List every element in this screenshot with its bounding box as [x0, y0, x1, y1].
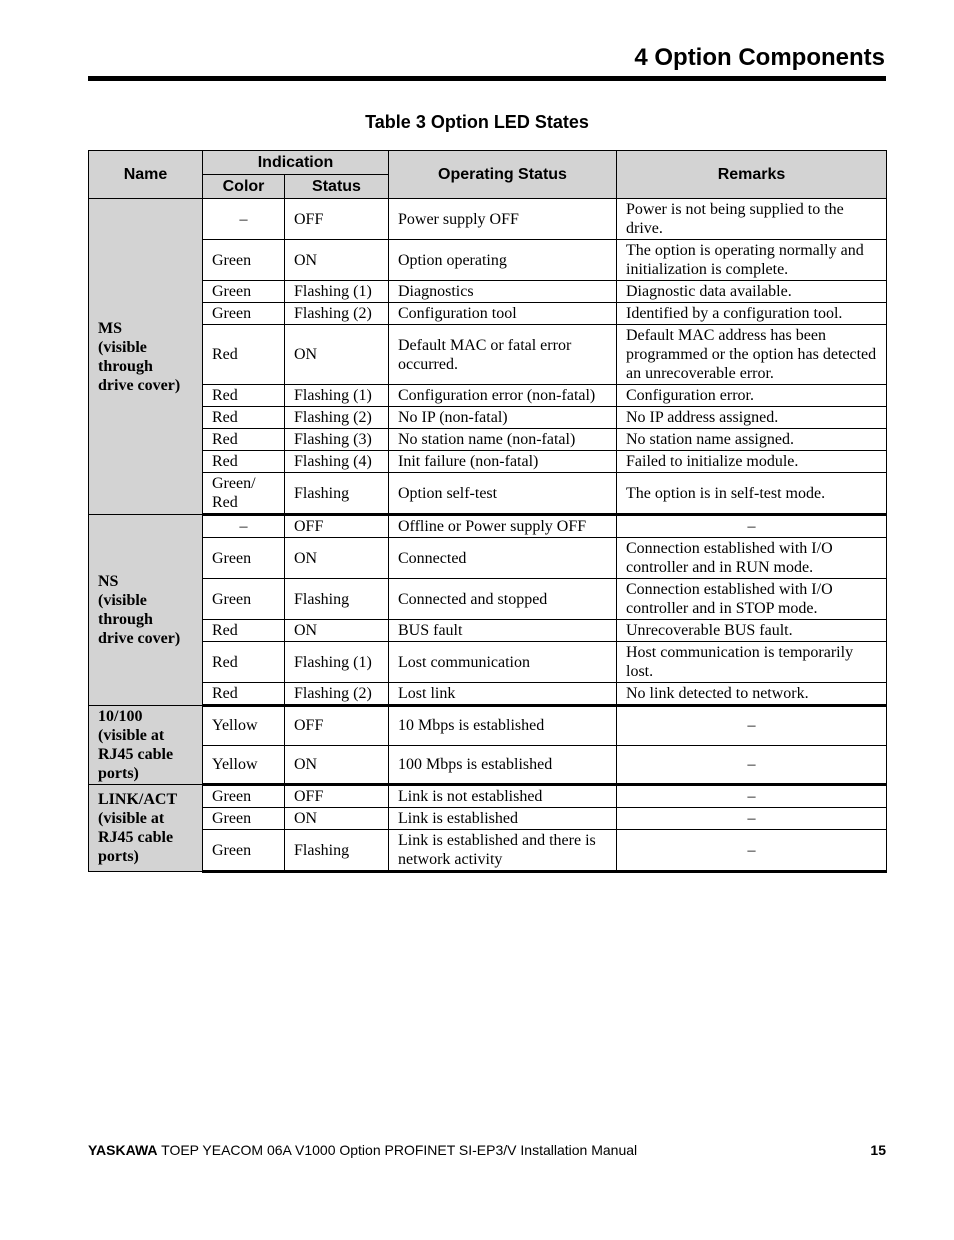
status-cell: Flashing (4): [285, 451, 389, 473]
led-name-cell: [89, 199, 203, 515]
column-header-color: Color: [203, 175, 285, 199]
color-cell: Red: [203, 407, 285, 429]
led-name-line: MS: [98, 319, 122, 337]
operating-status-cell: Connected: [389, 538, 617, 579]
footer-brand: YASKAWA: [88, 1142, 158, 1158]
page-title: 4 Option Components: [634, 44, 885, 71]
operating-status-cell: No IP (non-fatal): [389, 407, 617, 429]
remarks-cell: Default MAC address has been programmed or the option has detected an unrecoverable error.: [617, 325, 887, 385]
table-row: [89, 620, 887, 642]
color-cell: –: [203, 199, 285, 240]
remarks-cell: No IP address assigned.: [617, 407, 887, 429]
operating-status-cell: Configuration tool: [389, 303, 617, 325]
table-body: [89, 199, 887, 872]
color-cell: Red: [203, 325, 285, 385]
operating-status-cell: Power supply OFF: [389, 199, 617, 240]
column-header-name: Name: [89, 151, 203, 199]
column-header-remarks: Remarks: [617, 151, 887, 199]
table-row: [89, 325, 887, 385]
page-number: 15: [870, 1142, 886, 1158]
status-cell: Flashing (3): [285, 429, 389, 451]
column-header-status: Status: [285, 175, 389, 199]
remarks-cell: The option is in self-test mode.: [617, 473, 887, 515]
table-row: [89, 303, 887, 325]
color-cell: –: [203, 515, 285, 538]
remarks-cell: Connection established with I/O controller and in RUN mode.: [617, 538, 887, 579]
status-cell: Flashing (1): [285, 281, 389, 303]
table-row: [89, 451, 887, 473]
led-name-cell: [89, 706, 203, 785]
remarks-cell: Diagnostic data available.: [617, 281, 887, 303]
color-cell: Green: [203, 303, 285, 325]
remarks-cell: Unrecoverable BUS fault.: [617, 620, 887, 642]
table-header: [89, 151, 887, 199]
table-row: [89, 683, 887, 706]
color-cell: Green/ Red: [203, 473, 285, 515]
status-cell: OFF: [285, 199, 389, 240]
color-cell: Red: [203, 451, 285, 473]
color-cell: Red: [203, 385, 285, 407]
status-cell: Flashing: [285, 830, 389, 872]
status-cell: ON: [285, 620, 389, 642]
status-cell: ON: [285, 325, 389, 385]
status-cell: Flashing (1): [285, 385, 389, 407]
remarks-cell: –: [617, 706, 887, 746]
status-cell: OFF: [285, 515, 389, 538]
color-cell: Green: [203, 579, 285, 620]
operating-status-cell: Configuration error (non-fatal): [389, 385, 617, 407]
operating-status-cell: Lost link: [389, 683, 617, 706]
led-name-line: NS: [98, 573, 119, 590]
remarks-cell: Host communication is temporarily lost.: [617, 642, 887, 683]
color-cell: Red: [203, 620, 285, 642]
remarks-cell: Configuration error.: [617, 385, 887, 407]
table-row: [89, 830, 887, 872]
color-cell: Green: [203, 785, 285, 808]
status-cell: ON: [285, 240, 389, 281]
status-cell: Flashing (1): [285, 642, 389, 683]
led-name-line: 10/100: [98, 708, 143, 725]
operating-status-cell: Default MAC or fatal error occurred.: [389, 325, 617, 385]
remarks-cell: No station name assigned.: [617, 429, 887, 451]
color-cell: Green: [203, 240, 285, 281]
table-row: [89, 281, 887, 303]
led-states-table: [88, 150, 887, 873]
color-cell: Red: [203, 683, 285, 706]
led-name-line: LINK/ACT: [98, 791, 178, 808]
table-row: [89, 407, 887, 429]
column-header-operating-status: Operating Status: [389, 151, 617, 199]
led-name-line: ports): [98, 765, 139, 782]
operating-status-cell: Init failure (non-fatal): [389, 451, 617, 473]
remarks-cell: –: [617, 745, 887, 785]
status-cell: ON: [285, 538, 389, 579]
table-row: [89, 808, 887, 830]
color-cell: Green: [203, 808, 285, 830]
operating-status-cell: Offline or Power supply OFF: [389, 515, 617, 538]
status-cell: OFF: [285, 706, 389, 746]
led-name-line: (visible at: [98, 727, 165, 744]
table-row: [89, 642, 887, 683]
status-cell: ON: [285, 808, 389, 830]
color-cell: Yellow: [203, 745, 285, 785]
operating-status-cell: Lost communication: [389, 642, 617, 683]
table-row: [89, 199, 887, 240]
table-row: [89, 785, 887, 808]
remarks-cell: –: [617, 808, 887, 830]
remarks-cell: Power is not being supplied to the drive.: [617, 199, 887, 240]
remarks-cell: Connection established with I/O controller and in STOP mode.: [617, 579, 887, 620]
led-name-line: through: [98, 611, 153, 628]
remarks-cell: Identified by a configuration tool.: [617, 303, 887, 325]
operating-status-cell: Option operating: [389, 240, 617, 281]
color-cell: Green: [203, 538, 285, 579]
color-cell: Green: [203, 830, 285, 872]
operating-status-cell: Connected and stopped: [389, 579, 617, 620]
led-name-cell: [89, 785, 203, 872]
remarks-cell: –: [617, 830, 887, 872]
color-cell: Yellow: [203, 706, 285, 746]
led-name-line: (visible: [98, 338, 147, 356]
remarks-cell: Failed to initialize module.: [617, 451, 887, 473]
table-caption: Table 3 Option LED States: [365, 112, 589, 132]
color-cell: Red: [203, 429, 285, 451]
color-cell: Green: [203, 281, 285, 303]
table-row: [89, 579, 887, 620]
operating-status-cell: BUS fault: [389, 620, 617, 642]
operating-status-cell: 100 Mbps is established: [389, 745, 617, 785]
color-cell: Red: [203, 642, 285, 683]
status-cell: Flashing (2): [285, 683, 389, 706]
led-name-line: (visible: [98, 592, 147, 609]
status-cell: OFF: [285, 785, 389, 808]
operating-status-cell: Link is established and there is network activity: [389, 830, 617, 872]
table-row: [89, 473, 887, 515]
remarks-cell: No link detected to network.: [617, 683, 887, 706]
led-name-line: (visible at: [98, 810, 165, 827]
led-name-line: RJ45 cable: [98, 746, 174, 763]
operating-status-cell: Option self-test: [389, 473, 617, 515]
footer-document-title: TOEP YEACOM 06A V1000 Option PROFINET SI-EP3/V Installation Manual: [157, 1142, 638, 1158]
status-cell: Flashing: [285, 473, 389, 515]
operating-status-cell: Diagnostics: [389, 281, 617, 303]
table-row: [89, 385, 887, 407]
table-row: [89, 240, 887, 281]
table-row: [89, 745, 887, 785]
status-cell: Flashing (2): [285, 303, 389, 325]
table-row: [89, 706, 887, 746]
status-cell: ON: [285, 745, 389, 785]
status-cell: Flashing: [285, 579, 389, 620]
operating-status-cell: Link is established: [389, 808, 617, 830]
status-cell: Flashing (2): [285, 407, 389, 429]
remarks-cell: –: [617, 785, 887, 808]
led-name-line: through: [98, 357, 153, 375]
led-name-line: ports): [98, 848, 139, 865]
page-footer: [88, 1142, 886, 1158]
led-name-line: drive cover): [98, 630, 181, 647]
operating-status-cell: No station name (non-fatal): [389, 429, 617, 451]
operating-status-cell: 10 Mbps is established: [389, 706, 617, 746]
led-name-cell: [89, 515, 203, 706]
remarks-cell: –: [617, 515, 887, 538]
table-row: [89, 429, 887, 451]
remarks-cell: The option is operating normally and initialization is complete.: [617, 240, 887, 281]
led-name-line: drive cover): [98, 376, 181, 394]
table-row: [89, 538, 887, 579]
led-name-line: RJ45 cable: [98, 829, 174, 846]
table-row: [89, 515, 887, 538]
column-header-indication: Indication: [203, 151, 389, 175]
operating-status-cell: Link is not established: [389, 785, 617, 808]
heading-rule: [88, 76, 886, 81]
